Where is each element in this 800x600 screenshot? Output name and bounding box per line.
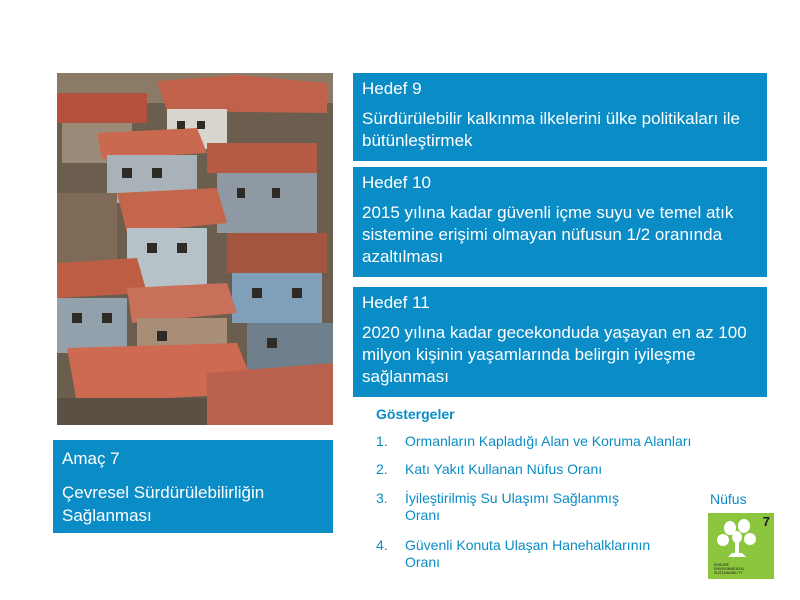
goal-11-text: 2020 yılına kadar gecekonduda yaşayan en az 100 milyon kişinin yaşamlarında belirgin iyileşme sağlanması	[362, 323, 747, 386]
indicator-number: 2.	[376, 461, 388, 477]
goal-10-text: 2015 yılına kadar güvenli içme suyu ve temel atık sistemine erişimi olmayan nüfusun 1/2 oranında azaltılması	[362, 203, 734, 266]
indicator-item	[376, 461, 735, 478]
indicator-item	[376, 433, 735, 450]
svg-text:SUSTAINABILITY: SUSTAINABILITY	[714, 571, 743, 575]
goal-9-box	[353, 73, 767, 161]
aim-title: Amaç 7	[62, 449, 120, 468]
goal-9-title: Hedef 9	[362, 79, 422, 98]
goal-11-title: Hedef 11	[362, 293, 430, 312]
indicator-text: Ormanların Kapladığı Alan ve Koruma Alanları	[405, 433, 692, 449]
mdg-7-logo	[708, 513, 774, 579]
indicator-number: 3.	[376, 490, 388, 506]
svg-text:ENSURE: ENSURE	[714, 563, 729, 567]
slum-houses-photo	[57, 73, 333, 425]
indicator-text: İyileştirilmiş Su Ulaşımı Sağlanmış Oranı	[405, 490, 619, 523]
logo-number: 7	[762, 514, 770, 529]
goal-11-box	[353, 287, 767, 397]
indicators-list	[376, 405, 706, 570]
goal-9-text: Sürdürülebilir kalkınma ilkelerini ülke politikaları ile bütünleştirmek	[362, 109, 740, 150]
aim-text: Çevresel Sürdürülebilirliğin Sağlanması	[62, 483, 265, 525]
indicator-number: 1.	[376, 433, 388, 449]
indicator-number: 4.	[376, 537, 388, 553]
indicator-text: Güvenli Konuta Ulaşan Hanehalklarının Oranı	[405, 537, 651, 570]
goal-10-box	[353, 167, 767, 277]
svg-text:ENVIRONMENTAL: ENVIRONMENTAL	[714, 567, 745, 571]
indicator-item	[376, 537, 655, 571]
indicators-title: Göstergeler	[376, 406, 455, 422]
indicator-text: Katı Yakıt Kullanan Nüfus Oranı	[405, 461, 603, 477]
overflow-word: Nüfus	[710, 491, 747, 507]
aim-7-box	[53, 440, 333, 533]
goal-10-title: Hedef 10	[362, 173, 431, 192]
indicator-item	[376, 490, 655, 524]
